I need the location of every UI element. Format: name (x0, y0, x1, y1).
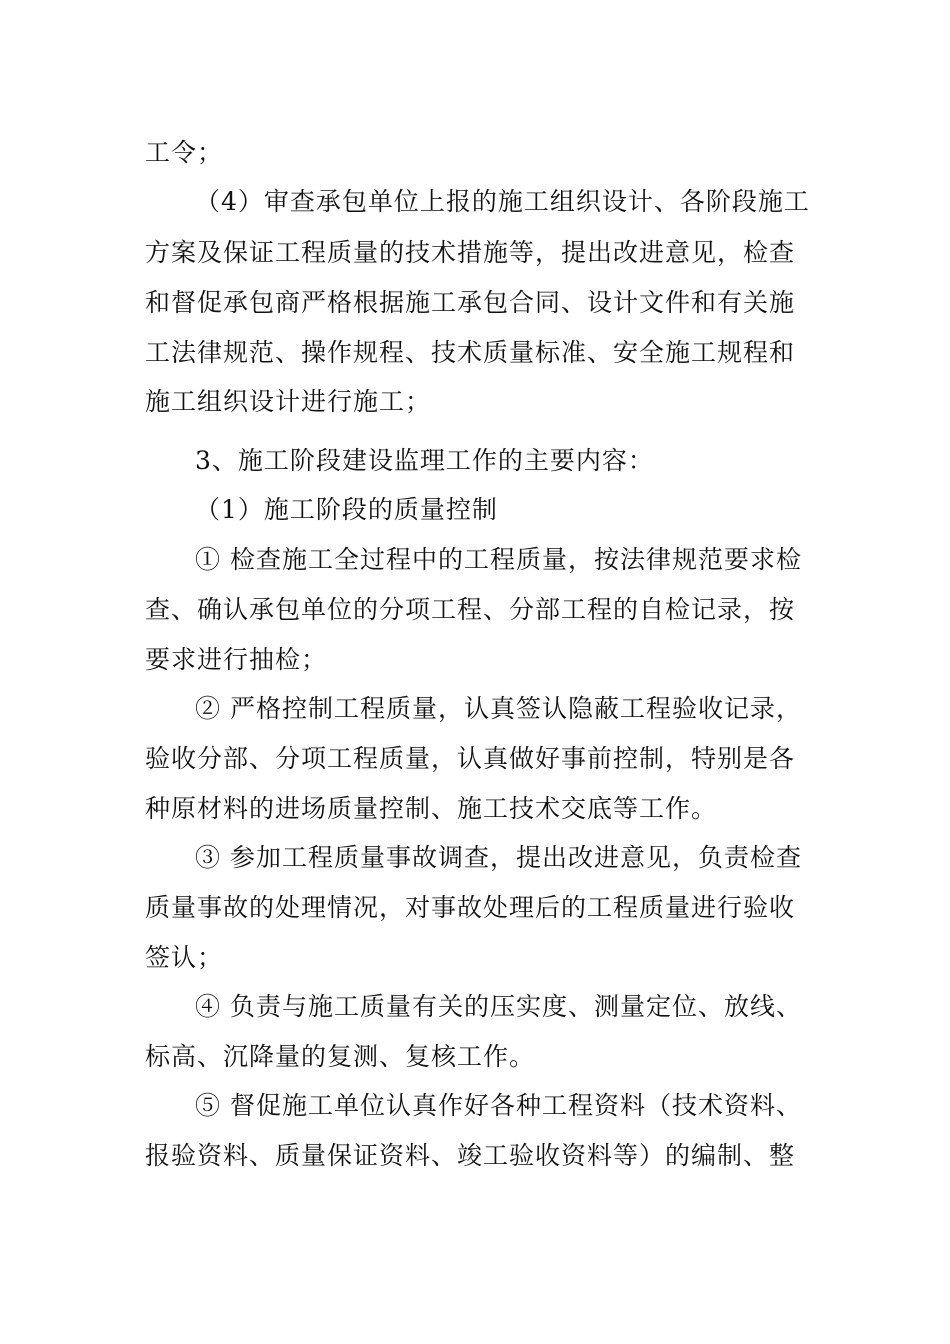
text-line: ⑤ 督促施工单位认真作好各种工程资料（技术资料、 (195, 1091, 802, 1120)
text-line: ③ 参加工程质量事故调查，提出改进意见，负责检查 (195, 843, 802, 872)
text-line: 和督促承包商严格根据施工承包合同、设计文件和有关施 (145, 288, 796, 317)
text-line: ① 检查施工全过程中的工程质量，按法律规范要求检 (195, 545, 802, 574)
text-line: 查、确认承包单位的分项工程、分部工程的自检记录，按 (145, 595, 796, 624)
text-line: 质量事故的处理情况，对事故处理后的工程质量进行验收 (145, 893, 796, 922)
text-line: 方案及保证工程质量的技术措施等，提出改进意见，检查 (145, 238, 796, 267)
text-line: 签认； (145, 943, 224, 972)
section-heading: 3、施工阶段建设监理工作的主要内容： (195, 446, 654, 475)
text-line: 验收分部、分项工程质量，认真做好事前控制，特别是各 (145, 744, 796, 773)
subsection-heading: （1）施工阶段的质量控制 (195, 495, 498, 524)
text-line: 工令； (145, 138, 224, 167)
text-line: 施工组织设计进行施工； (145, 387, 432, 416)
text-line: ④ 负责与施工质量有关的压实度、测量定位、放线、 (195, 992, 802, 1021)
text-line: 工法律规范、操作规程、技术质量标准、安全施工规程和 (145, 338, 796, 367)
text-line: 种原材料的进场质量控制、施工技术交底等工作。 (145, 794, 718, 823)
text-line: 标高、沉降量的复测、复核工作。 (145, 1042, 536, 1071)
text-line: （4）审查承包单位上报的施工组织设计、各阶段施工 (195, 187, 810, 216)
text-line: 报验资料、质量保证资料、竣工验收资料等）的编制、整 (145, 1141, 796, 1170)
text-line: 要求进行抽检； (145, 645, 328, 674)
text-line: ② 严格控制工程质量，认真签认隐蔽工程验收记录， (195, 694, 802, 723)
